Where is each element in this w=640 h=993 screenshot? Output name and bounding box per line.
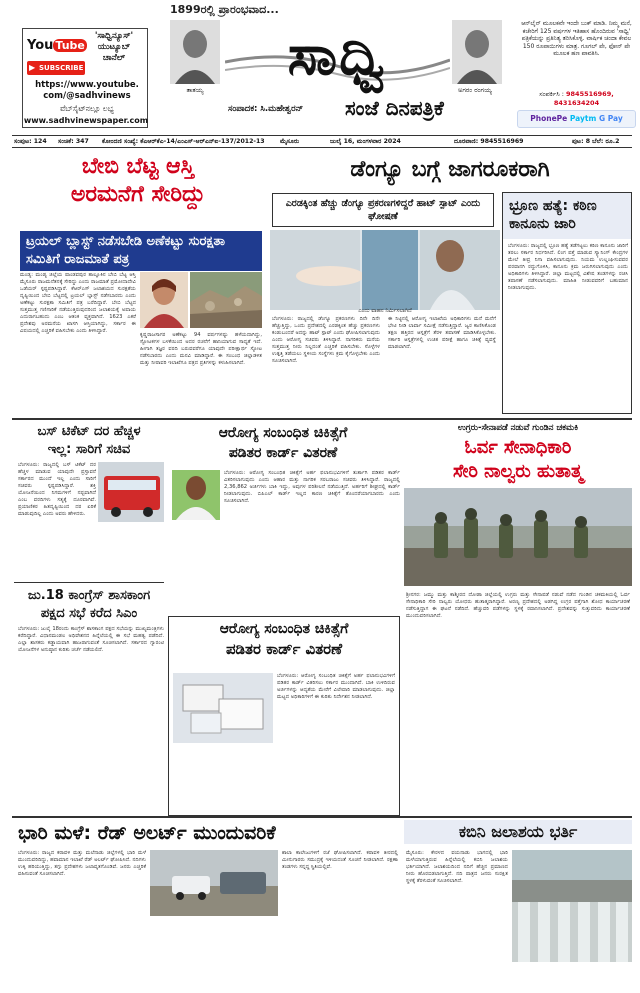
baby-hill-quarry-photo: [190, 272, 262, 328]
website-label: ವೆಬ್‌ಸೈಟ್‌ನಲ್ಲೂ ಲಭ್ಯ: [60, 104, 114, 113]
foeticide-headline: ಭ್ರೂಣ ಹತ್ಯೆ: ಕಠಿಣ ಕಾನೂನು ಜಾರಿ: [503, 193, 631, 239]
youtube-word-tube: Tube: [55, 39, 85, 52]
left-portrait: [170, 20, 220, 84]
baby-hill-body-1: ಮಂಡ್ಯ: ಮಂಡ್ಯ ಜಿಲ್ಲೆಯ ಪಾಂಡವಪುರ ತಾಲ್ಲೂಕಿನ ಬೇಬಿ ಬೆಟ್ಟ ಆಸ್ತಿ ಮೈಸೂರು ರಾಜಮನೆತನಕ್ಕೆ ಸೇರಿದ್ದು ಎಂದು ರಾಜಮಾತೆ ಪ್ರಮೋದಾದೇವಿ ಒಡೆಯರ್ ಸ್ಪಷ್ಟಪಡಿಸಿದ್ದಾರೆ. ಕೆಆರ್‌ಎಸ್ ಜಲಾಶಯದ ಸುರಕ್ಷತೆಯ ದೃಷ್ಟಿಯಿಂದ ಬೇಬಿ ಬೆಟ್ಟದಲ್ಲಿ ಟ್ರಯಲ್ ಬ್ಲಾಸ್ಟ್ ನಡೆಸಬಾರದು ಎಂದು ಅಣೆಕಟ್ಟು ಸುರಕ್ಷತಾ ಸಮಿತಿಗೆ ಪತ್ರ ಬರೆದಿದ್ದಾರೆ. ಬೇಬಿ ಬೆಟ್ಟದ ಸುತ್ತಮುತ್ತ ಗಣಿಗಾರಿಕೆ ನಡೆಯುತ್ತಿರುವುದರಿಂದ ಜಲಾಶಯಕ್ಕೆ ಅಪಾಯ ಎದುರಾಗಬಹುದು ಎಂಬ ಆತಂಕ ವ್ಯಕ್ತವಾಗಿದೆ. 1623 ಎಕರೆ ಪ್ರದೇಶವು ಅರಮನೆಯ ಖಾಸಗಿ ಆಸ್ತಿಯಾಗಿದ್ದು, ಸರ್ಕಾರ ಈ ವಿಷಯದಲ್ಲಿ ಎಚ್ಚರಿಕೆ ವಹಿಸಬೇಕು ಎಂದು ತಿಳಿಸಿದ್ದಾರೆ.: [20, 272, 136, 334]
website-url[interactable]: www.sadhvinewspaper.com: [23, 116, 149, 125]
foeticide-box: [502, 192, 632, 414]
foeticide-body: ಬೆಂಗಳೂರು: ರಾಜ್ಯದಲ್ಲಿ ಭ್ರೂಣ ಹತ್ಯೆ ತಡೆಗಟ್ಟಲು ಕಠಿಣ ಕಾನೂನು ಜಾರಿಗೆ ತರಲು ಸರ್ಕಾರ ನಿರ್ಧರಿಸಿದೆ. ಲಿಂಗ ಪತ್ತೆ ಮಾಡುವ ಸ್ಕ್ಯಾನಿಂಗ್ ಕೇಂದ್ರಗಳ ಮೇಲೆ ತೀವ್ರ ನಿಗಾ ವಹಿಸಲಾಗುವುದು. ನಿಯಮ ಉಲ್ಲಂಘಿಸುವವರ ಪರವಾನಗಿ ರದ್ದುಗೊಳಿಸಿ, ಕಾನೂನು ಕ್ರಮ ಜರುಗಿಸಲಾಗುವುದು ಎಂದು ಅಧಿಕಾರಿಗಳು ತಿಳಿಸಿದ್ದಾರೆ. ಜಿಲ್ಲಾ ಮಟ್ಟದಲ್ಲಿ ವಿಶೇಷ ತಂಡಗಳನ್ನು ರಚಿಸಿ ತಪಾಸಣೆ ನಡೆಸಲಾಗುವುದು. ಮಾಹಿತಿ ನೀಡುವವರಿಗೆ ಬಹುಮಾನ ನೀಡಲಾಗುವುದು.: [508, 243, 628, 291]
tagline: ಸಂಜೆ ದಿನಪತ್ರಿಕೆ: [345, 96, 444, 120]
rain-body-1: ಬೆಂಗಳೂರು: ರಾಜ್ಯದ ಕರಾವಳಿ ಮತ್ತು ಮಲೆನಾಡು ಜಿಲ್ಲೆಗಳಲ್ಲಿ ಭಾರಿ ಮಳೆ ಮುಂದುವರಿದಿದ್ದು, ಹವಾಮಾನ ಇಲಾಖೆ ರೆಡ್ ಅಲರ್ಟ್ ಘೋಷಿಸಿದೆ. ನದಿಗಳು ಉಕ್ಕಿ ಹರಿಯುತ್ತಿದ್ದು, ತಗ್ಗು ಪ್ರದೇಶಗಳು ಜಲಾವೃತಗೊಂಡಿವೆ. ಜನರು ಎಚ್ಚರಿಕೆ ವಹಿಸುವಂತೆ ಸೂಚಿಸಲಾಗಿದೆ.: [18, 850, 146, 877]
baby-hill-headline: ಬೇಬಿ ಬೆಟ್ಟ ಆಸ್ತಿ ಅರಮನೆಗೆ ಸೇರಿದ್ದು: [70, 154, 206, 207]
baby-hill-body-2: ಕೃಷ್ಣರಾಜಸಾಗರ ಅಣೆಕಟ್ಟು 94 ವರ್ಷಗಳಷ್ಟು ಹಳೆಯದಾಗಿದ್ದು, ಸ್ಫೋಟಕಗಳ ಬಳಕೆಯಿಂದ ಅದರ ರಚನೆಗೆ ಹಾನಿಯಾಗುವ ಸಾಧ್ಯತೆ ಇದೆ. ಹೀಗಾಗಿ ತಜ್ಞರ ವರದಿ ಬರುವವರೆಗೂ ಯಾವುದೇ ಪರೀಕ್ಷಾರ್ಥ ಸ್ಫೋಟ ನಡೆಸಬಾರದು ಎಂದು ಮನವಿ ಮಾಡಿದ್ದಾರೆ. ಈ ಸಂಬಂಧ ಜಿಲ್ಲಾಡಳಿತ ಮತ್ತು ನೀರಾವರಿ ಇಲಾಖೆಗೂ ಪತ್ರದ ಪ್ರತಿಗಳನ್ನು ಕಳುಹಿಸಲಾಗಿದೆ.: [140, 332, 262, 366]
health-card-b-body: ಬೆಂಗಳೂರು: ಆರೋಗ್ಯ ಸಂಬಂಧಿತ ಚಿಕಿತ್ಸೆಗೆ ಅರ್ಹ ಫಲಾನುಭವಿಗಳಿಗೆ ಪಡಿತರ ಕಾರ್ಡ್ ವಿತರಿಸಲು ಸರ್ಕಾರ ಮುಂದಾಗಿದೆ. ಬಾಕಿ ಉಳಿದಿರುವ ಅರ್ಜಿಗಳನ್ನು ಆದ್ಯತೆಯ ಮೇರೆಗೆ ವಿಲೇವಾರಿ ಮಾಡಲಾಗುವುದು. ಜಿಲ್ಲಾ ಮಟ್ಟದ ಅಧಿಕಾರಿಗಳಿಗೆ ಈ ಕುರಿತು ನಿರ್ದೇಶನ ನೀಡಲಾಗಿದೆ.: [277, 673, 395, 700]
row-divider-2: [12, 816, 632, 818]
health-card-b-headline: ಆರೋಗ್ಯ ಸಂಬಂಧಿತ ಚಿಕಿತ್ಸೆಗೆ ಪಡಿತರ ಕಾರ್ಡ್ ವಿತರಣೆ: [219, 621, 349, 658]
volume: ಸಂಪುಟ: 124: [14, 138, 47, 145]
youtube-url[interactable]: https://www.youtube. com/@sadhvinews: [35, 80, 139, 101]
masthead-name: ಸಾಧ್ವಿ: [287, 22, 388, 88]
gpay-label: G Pay: [598, 114, 623, 123]
dengue-body-1: ಬೆಂಗಳೂರು: ರಾಜ್ಯದಲ್ಲಿ ಡೆಂಗ್ಯೂ ಪ್ರಕರಣಗಳು ದಿನೇ ದಿನೇ ಹೆಚ್ಚುತ್ತಿದ್ದು, ಒಂದು ಪ್ರದೇಶದಲ್ಲಿ ಎರಡಕ್ಕಿಂತ ಹೆಚ್ಚು ಪ್ರಕರಣಗಳು ಕಂಡುಬಂದರೆ ಅದನ್ನು ಹಾಟ್ ಸ್ಪಾಟ್ ಎಂದು ಘೋಷಿಸಲಾಗುವುದು ಎಂದು ಆರೋಗ್ಯ ಸಚಿವರು ತಿಳಿಸಿದ್ದಾರೆ. ನಾಗರಿಕರು ಮನೆಯ ಸುತ್ತಮುತ್ತ ನೀರು ನಿಲ್ಲದಂತೆ ಎಚ್ಚರಿಕೆ ವಹಿಸಬೇಕು. ಸೊಳ್ಳೆಗಳ ಉತ್ಪತ್ತಿ ತಡೆಯಲು ಸ್ಥಳೀಯ ಸಂಸ್ಥೆಗಳು ಕ್ರಮ ಕೈಗೊಳ್ಳಬೇಕು ಎಂದು ಸೂಚಿಸಲಾಗಿದೆ.: [272, 316, 380, 364]
row-divider-1: [12, 418, 632, 420]
kabini-headline: ಕಬಿನಿ ಜಲಾಶಯ ಭರ್ತಿ: [404, 820, 632, 844]
health-card-b-photo: [173, 673, 273, 743]
army-body: ಶ್ರೀನಗರ: ಜಮ್ಮು ಮತ್ತು ಕಾಶ್ಮೀರದ ದೋಡಾ ಜಿಲ್ಲೆಯಲ್ಲಿ ಉಗ್ರರು ಮತ್ತು ಸೇನಾಪಡೆ ನಡುವೆ ನಡೆದ ಗುಂಡಿನ ಚಕಮಕಿಯಲ್ಲಿ ಓರ್ವ ಸೇನಾಧಿಕಾರಿ ಸೇರಿ ನಾಲ್ವರು ಯೋಧರು ಹುತಾತ್ಮರಾಗಿದ್ದಾರೆ. ಅರಣ್ಯ ಪ್ರದೇಶದಲ್ಲಿ ಅಡಗಿದ್ದ ಉಗ್ರರ ಪತ್ತೆಗಾಗಿ ಶೋಧ ಕಾರ್ಯಾಚರಣೆ ನಡೆಸುತ್ತಿದ್ದಾಗ ಈ ಘಟನೆ ನಡೆದಿದೆ. ಹೆಚ್ಚುವರಿ ಪಡೆಗಳನ್ನು ಸ್ಥಳಕ್ಕೆ ರವಾನಿಸಲಾಗಿದೆ. ಪ್ರದೇಶವನ್ನು ಸುತ್ತುವರಿದು ಕಾರ್ಯಾಚರಣೆ ಮುಂದುವರಿಸಲಾಗಿದೆ.: [406, 592, 630, 619]
congress-headline: ಜು.18 ಕಾಂಗ್ರೆಸ್ ಶಾಸಕಾಂಗ ಪಕ್ಷದ ಸಭೆ ಕರೆದ ಸಿಎಂ: [14, 582, 164, 623]
health-card-b-box: [168, 616, 400, 816]
army-headline: ಓರ್ವ ಸೇನಾಧಿಕಾರಿ ಸೇರಿ ನಾಲ್ವರು ಹುತಾತ್ಮ: [452, 437, 584, 482]
pages-price: ಪುಟ: 8 ಬೆಲೆ: ರೂ.2: [572, 138, 620, 145]
health-card-a-body: ಬೆಂಗಳೂರು: ಆರೋಗ್ಯ ಸಂಬಂಧಿತ ಚಿಕಿತ್ಸೆಗೆ ಅರ್ಹ ಫಲಾನುಭವಿಗಳಿಗೆ ತುರ್ತಾಗಿ ಪಡಿತರ ಕಾರ್ಡ್ ವಿತರಿಸಲಾಗುವುದು ಎಂದು ಆಹಾರ ಮತ್ತು ನಾಗರಿಕ ಸರಬರಾಜು ಸಚಿವರು ತಿಳಿಸಿದ್ದಾರೆ. ರಾಜ್ಯದಲ್ಲಿ 2,36,862 ಅರ್ಜಿಗಳು ಬಾಕಿ ಇದ್ದು, ಅವುಗಳ ಪರಿಶೀಲನೆ ನಡೆಯುತ್ತಿದೆ. ಅರ್ಹರಿಗೆ ಶೀಘ್ರದಲ್ಲಿ ಕಾರ್ಡ್ ನೀಡಲಾಗುವುದು. ಬಿಪಿಎಲ್ ಕಾರ್ಡ್ ಇಲ್ಲದ ಕಾರಣ ಚಿಕಿತ್ಸೆಗೆ ತೊಂದರೆಯಾಗಬಾರದು ಎಂದು ಸೂಚಿಸಲಾಗಿದೆ.: [224, 470, 400, 504]
phonepe-label: PhonePe: [530, 114, 568, 123]
founded-line: 1899ರಲ್ಲಿ ಪ್ರಾರಂಭವಾದ...: [170, 3, 279, 16]
army-kicker: ಉಗ್ರರು-ಸೇನಾಪಡೆ ನಡುವೆ ಗುಂಡಿನ ಚಕಮಕಿ: [457, 423, 579, 433]
registration: ಕೋಂದಣಿ ಸಂಖ್ಯೆ: ಕೆಎಆರ್‌ಕೆಎ-14/ಎಂಎಸ್-ಆರ್‌ಎನ್‌ಐ-137/2012-13: [102, 138, 265, 145]
city: ಮೈಸೂರು: [280, 138, 300, 145]
bus-ticket-headline: ಬಸ್ ಟಿಕೆಟ್ ದರ ಹೆಚ್ಚಳ ಇಲ್ಲ: ಸಾರಿಗೆ ಸಚಿವ: [37, 424, 141, 457]
army-photo: [404, 488, 632, 586]
subscription-promo: [517, 20, 636, 130]
health-card-a-headline: ಆರೋಗ್ಯ ಸಂಬಂಧಿತ ಚಿಕಿತ್ಸೆಗೆ ಪಡಿತರ ಕಾರ್ಡ್ ವಿತರಣೆ: [218, 425, 348, 461]
baby-hill-portrait: [140, 272, 188, 328]
phone: ದೂರವಾಣಿ: 9845516969: [454, 138, 524, 145]
masthead-title: [225, 16, 450, 100]
dengue-photo-caption: ಎಂದು ವಾಹನ ನಿರ್ಮಿಸಲಾಗಿದೆ: [358, 308, 412, 314]
info-bar: [12, 135, 632, 148]
right-portrait: [452, 20, 502, 84]
left-portrait-caption: ತಾತಯ್ಯ: [186, 86, 204, 94]
promo-text: ಆನ್‌ಲೈನ್ ಮೂಲಕವೇ ಇಂದೇ ಬುಕ್ ಮಾಡಿ. ನಿಮ್ಮ ಮನೆ, ಕಚೇರಿಗೆ 125 ವರ್ಷಗಳ ಇತಿಹಾಸ ಹೊಂದಿರುವ 'ಸಾಧ್ವಿ' ಪತ್ರಿಕೆಯನ್ನು ಪ್ರತಿನಿತ್ಯ ತರಿಸಿಕೊಳ್ಳಿ. ವಾರ್ಷಿಕ ಚಂದಾ ಕೇವಲ 150 ರೂಪಾಯಿಗಳು ಮಾತ್ರ. ಗೂಗಲ್ ಪೇ, ಫೋನ್ ಪೇ ಮೂಲಕ ಹಣ ಪಾವತಿಸಿ.: [521, 20, 632, 58]
editor-line: ಸಂಪಾದಕ: ಸಿ.ಮಹೇಶ್ವರನ್: [228, 104, 304, 114]
dengue-body-2: ಈ ನಿಟ್ಟಿನಲ್ಲಿ ಆರೋಗ್ಯ ಇಲಾಖೆಯ ಅಧಿಕಾರಿಗಳು ಮನೆ ಮನೆಗೆ ಭೇಟಿ ನೀಡಿ ಲಾರ್ವಾ ಸಮೀಕ್ಷೆ ನಡೆಸುತ್ತಿದ್ದಾರೆ. ಜ್ವರ ಕಾಣಿಸಿಕೊಂಡ ತಕ್ಷಣ ಹತ್ತಿರದ ಆಸ್ಪತ್ರೆಗೆ ತೆರಳಿ ತಪಾಸಣೆ ಮಾಡಿಸಿಕೊಳ್ಳಬೇಕು. ಸರ್ಕಾರಿ ಆಸ್ಪತ್ರೆಗಳಲ್ಲಿ ಉಚಿತ ಪರೀಕ್ಷೆ ಹಾಗೂ ಚಿಕಿತ್ಸೆ ವ್ಯವಸ್ಥೆ ಮಾಡಲಾಗಿದೆ.: [388, 316, 496, 350]
bus-photo: [98, 462, 164, 522]
rain-body-2: ಶಾಲಾ ಕಾಲೇಜುಗಳಿಗೆ ರಜೆ ಘೋಷಿಸಲಾಗಿದೆ. ಕರಾವಳಿ ತೀರದಲ್ಲಿ ಮೀನುಗಾರರು ಸಮುದ್ರಕ್ಕೆ ಇಳಿಯದಂತೆ ಸೂಚನೆ ನೀಡಲಾಗಿದೆ. ರಕ್ಷಣಾ ತಂಡಗಳು ಸನ್ನದ್ಧ ಸ್ಥಿತಿಯಲ್ಲಿವೆ.: [282, 850, 398, 870]
kabini-body: ಮೈಸೂರು: ಕೇರಳದ ವಯನಾಡು ಭಾಗದಲ್ಲಿ ಭಾರಿ ಮಳೆಯಾಗುತ್ತಿರುವ ಹಿನ್ನೆಲೆಯಲ್ಲಿ ಕಬಿನಿ ಜಲಾಶಯ ಭರ್ತಿಯಾಗಿದೆ. ಜಲಾಶಯದಿಂದ ನದಿಗೆ ಹೆಚ್ಚಿನ ಪ್ರಮಾಣದ ನೀರು ಹೊರಬಿಡಲಾಗುತ್ತಿದೆ. ನದಿ ಪಾತ್ರದ ಜನರು ಸುರಕ್ಷಿತ ಸ್ಥಳಕ್ಕೆ ತೆರಳುವಂತೆ ಸೂಚಿಸಲಾಗಿದೆ.: [406, 850, 508, 884]
contact-phones: 9845516969, 8431634204: [553, 90, 614, 107]
baby-hill-subhead: ಟ್ರಯಲ್ ಬ್ಲಾಸ್ಟ್ ನಡೆಸಬೇಡಿ ಅಣೆಕಟ್ಟು ಸುರಕ್ಷತಾ ಸಮಿತಿಗೆ ರಾಜಮಾತೆ ಪತ್ರ: [20, 231, 262, 271]
youtube-promo-box: [22, 28, 148, 128]
kabini-dam-photo: [512, 850, 632, 962]
payment-badges: [517, 110, 636, 128]
dengue-photo: [270, 230, 500, 310]
youtube-logo: [27, 34, 85, 56]
paytm-label: Paytm: [569, 114, 597, 123]
congress-body: ಬೆಂಗಳೂರು: ಜುಲೈ 18ರಂದು ಕಾಂಗ್ರೆಸ್ ಶಾಸಕಾಂಗ ಪಕ್ಷದ ಸಭೆಯನ್ನು ಮುಖ್ಯಮಂತ್ರಿಗಳು ಕರೆದಿದ್ದಾರೆ. ವಿಧಾನಮಂಡಲ ಅಧಿವೇಶನದ ಹಿನ್ನೆಲೆಯಲ್ಲಿ ಈ ಸಭೆ ಮಹತ್ವ ಪಡೆದಿದೆ. ಎಲ್ಲಾ ಶಾಸಕರು ಕಡ್ಡಾಯವಾಗಿ ಹಾಜರಾಗುವಂತೆ ಸೂಚಿಸಲಾಗಿದೆ. ಸರ್ಕಾರದ ಗ್ಯಾರಂಟಿ ಯೋಜನೆಗಳ ಅನುಷ್ಠಾನ ಕುರಿತು ಚರ್ಚೆ ನಡೆಯಲಿದೆ.: [18, 626, 164, 653]
dengue-headline: ಡೆಂಗ್ಯೂ ಬಗ್ಗೆ ಜಾಗರೂಕರಾಗಿ: [350, 157, 550, 182]
contact-label: ಸಂಪರ್ಕಿಸಿ : 9845516969, 8431634204: [539, 90, 614, 107]
issue: ಸಂಚಿಕೆ: 347: [58, 138, 89, 145]
rain-headline: ಭಾರಿ ಮಳೆ: ರೆಡ್ ಅಲರ್ಟ್ ಮುಂದುವರಿಕೆ: [18, 822, 276, 844]
youtube-word-you: You: [27, 38, 54, 53]
date: ಜುಲೈ 16, ಮಂಗಳವಾರ 2024: [330, 138, 401, 145]
subscribe-button[interactable]: ▶ SUBSCRIBE: [27, 61, 85, 75]
dengue-subhead: ಎರಡಕ್ಕಿಂತ ಹೆಚ್ಚು ಡೆಂಗ್ಯೂ ಪ್ರಕರಣಗಳಿದ್ದರೆ ಹಾಟ್ ಸ್ಪಾಟ್ ಎಂದು ಘೋಷಣೆ: [272, 193, 494, 227]
health-card-a-portrait: [172, 470, 220, 520]
bus-ticket-body: ಬೆಂಗಳೂರು: ರಾಜ್ಯದಲ್ಲಿ ಬಸ್ ಟಿಕೆಟ್ ದರ ಹೆಚ್ಚಳ ಮಾಡುವ ಯಾವುದೇ ಪ್ರಸ್ತಾವನೆ ಸರ್ಕಾರದ ಮುಂದೆ ಇಲ್ಲ ಎಂದು ಸಾರಿಗೆ ಸಚಿವರು ಸ್ಪಷ್ಟಪಡಿಸಿದ್ದಾರೆ. ಶಕ್ತಿ ಯೋಜನೆಯಿಂದ ನಿಗಮಗಳಿಗೆ ನಷ್ಟವಾಗಿದೆ ಎಂಬ ವರದಿಗಳು ಸತ್ಯಕ್ಕೆ ದೂರವಾಗಿವೆ. ಪ್ರಯಾಣಿಕರ ಹಿತದೃಷ್ಟಿಯಿಂದ ದರ ಏರಿಕೆ ಮಾಡುವುದಿಲ್ಲ ಎಂದು ಅವರು ಹೇಳಿದರು.: [18, 462, 96, 517]
bell-icon: ▶: [29, 63, 36, 72]
right-portrait-caption: ಅಗರಂ ರಂಗಯ್ಯ: [458, 86, 492, 94]
youtube-channel-text: 'ಸಾಧ್ವಿನ್ಯೂಸ್' ಯುಟ್ಯೂಬ್ ಚಾನೆಲ್: [94, 31, 134, 63]
rain-photo: [150, 850, 278, 916]
header: [0, 0, 640, 133]
